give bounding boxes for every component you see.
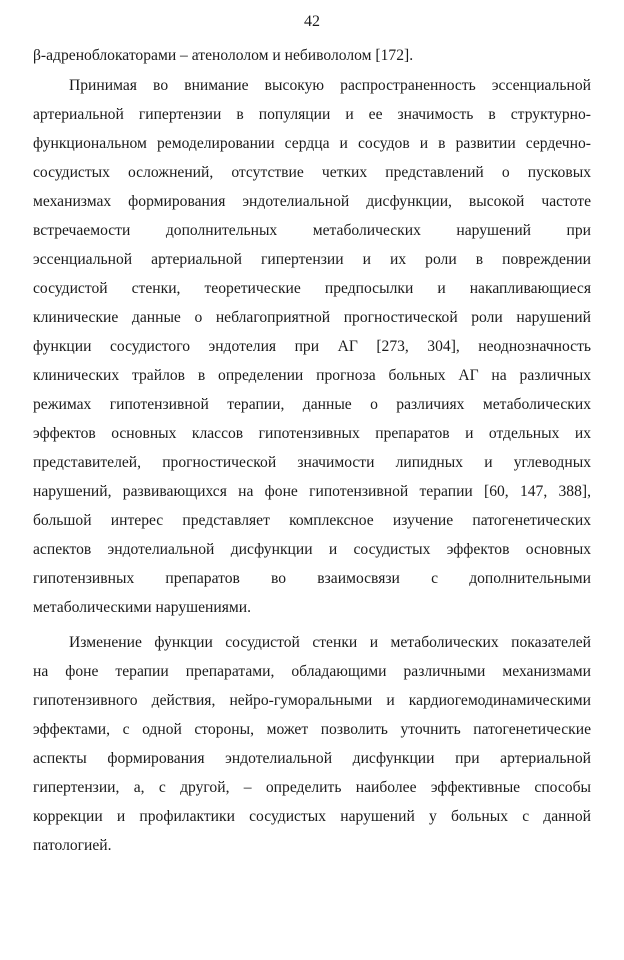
text-line: встречаемости дополнительных метаболических нарушений при <box>33 222 591 239</box>
text-line: эффектов основных классов гипотензивных препаратов и отдельных их <box>33 425 591 442</box>
text-line: эффектами, с одной стороны, может позволить уточнить патогенетические <box>33 721 591 738</box>
text-line: клинических трайлов в определении прогноза больных АГ на различных <box>33 367 591 384</box>
text-line: β-адреноблокаторами – атенололом и небивололом [172]. <box>33 47 414 64</box>
text-line: режимах гипотензивной терапии, данные о различиях метаболических <box>33 396 591 413</box>
text-line: сосудистой стенки, теоретические предпосылки и накапливающиеся <box>33 280 591 297</box>
text-line: Изменение функции сосудистой стенки и метаболических показателей <box>69 634 591 651</box>
document-body <box>33 41 591 860</box>
text-line: Принимая во внимание высокую распространенность эссенциальной <box>69 77 591 94</box>
text-line: большой интерес представляет комплексное изучение патогенетических <box>33 512 591 529</box>
text-line: нарушений, развивающихся на фоне гипотензивной терапии [60, 147, 388], <box>33 483 591 500</box>
text-line: гипотензивного действия, нейро-гуморальными и кардиогемодинамическими <box>33 692 591 709</box>
text-line: эссенциальной артериальной гипертензии и их роли в повреждении <box>33 251 591 268</box>
text-line: функции сосудистого эндотелия при АГ [273, 304], неоднозначность <box>33 338 591 355</box>
text-line: артериальной гипертензии в популяции и ее значимость в структурно- <box>33 106 591 123</box>
text-line: аспектов эндотелиальной дисфункции и сосудистых эффектов основных <box>33 541 591 558</box>
text-line: гипотензивных препаратов во взаимосвязи с дополнительными <box>33 570 591 587</box>
text-line: на фоне терапии препаратами, обладающими различными механизмами <box>33 663 591 680</box>
paragraph-2 <box>33 71 591 622</box>
text-line: функциональном ремоделировании сердца и сосудов и в развитии сердечно- <box>33 135 591 152</box>
text-line: клинические данные о неблагоприятной прогностической роли нарушений <box>33 309 591 326</box>
text-line: коррекции и профилактики сосудистых нарушений у больных с данной <box>33 808 591 825</box>
text-line: механизмах формирования эндотелиальной дисфункции, высокой частоте <box>33 193 591 210</box>
text-line: гипертензии, а, с другой, – определить наиболее эффективные способы <box>33 779 591 796</box>
text-line: метаболическими нарушениями. <box>33 599 252 616</box>
paragraph-1 <box>33 41 591 70</box>
paragraph-3 <box>33 628 591 860</box>
page-number: 42 <box>304 13 320 30</box>
text-line: представителей, прогностической значимости липидных и углеводных <box>33 454 591 471</box>
text-line: аспекты формирования эндотелиальной дисфункции при артериальной <box>33 750 591 767</box>
text-line: патологией. <box>33 837 112 854</box>
text-line: сосудистых осложнений, отсутствие четких представлений о пусковых <box>33 164 591 181</box>
